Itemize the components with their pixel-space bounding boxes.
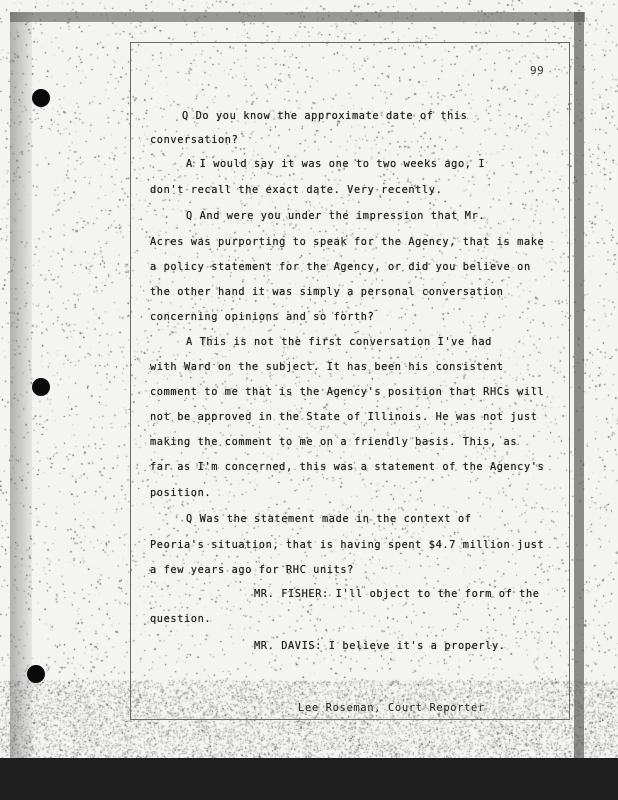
transcript-line: Q Do you know the approximate date of this bbox=[182, 110, 468, 122]
transcript-line: the other hand it was simply a personal conversation bbox=[150, 286, 504, 298]
transcript-line: MR. FISHER: I'll object to the form of the bbox=[254, 588, 540, 600]
transcript-line: comment to me that is the Agency's position that RHCs will bbox=[150, 386, 545, 398]
transcript-line: Peoria's situation, that is having spent $4.7 million just bbox=[150, 539, 545, 551]
transcript-line: don't recall the exact date. Very recently. bbox=[150, 184, 443, 196]
transcript-line: with Ward on the subject. It has been his consistent bbox=[150, 361, 504, 373]
court-reporter-footer: Lee Roseman, Court Reporter bbox=[298, 702, 485, 714]
transcript-line: Acres was purporting to speak for the Agency, that is make bbox=[150, 236, 545, 248]
transcript-line: making the comment to me on a friendly basis. This, as bbox=[150, 436, 518, 448]
page-number: 99 bbox=[530, 64, 545, 77]
transcript-line: a policy statement for the Agency, or did you believe on bbox=[150, 261, 531, 273]
transcript-line: Q And were you under the impression that Mr. bbox=[186, 210, 486, 222]
transcript-line: far as I'm concerned, this was a statement of the Agency's bbox=[150, 461, 545, 473]
transcript-line: a few years ago for RHC units? bbox=[150, 564, 354, 576]
transcript-line: conversation? bbox=[150, 134, 239, 146]
scan-right-shadow bbox=[574, 12, 584, 772]
scan-top-shadow bbox=[10, 12, 585, 22]
transcript-line: Q Was the statement made in the context of bbox=[186, 513, 472, 525]
transcript-line: concerning opinions and so forth? bbox=[150, 311, 375, 323]
transcript-line: not be approved in the State of Illinois. He was not just bbox=[150, 411, 538, 423]
transcript-line: position. bbox=[150, 487, 212, 499]
binder-hole-icon bbox=[32, 378, 50, 396]
transcript-line: MR. DAVIS: I believe it's a properly. bbox=[254, 640, 506, 652]
transcript-line: question. bbox=[150, 613, 212, 625]
scan-left-shadow bbox=[10, 12, 32, 772]
transcript-line: A This is not the first conversation I've had bbox=[186, 336, 492, 348]
binder-hole-icon bbox=[32, 89, 50, 107]
binder-hole-icon bbox=[27, 665, 45, 683]
transcript-line: A I would say it was one to two weeks ago, I bbox=[186, 158, 486, 170]
scan-bottom-band bbox=[0, 758, 618, 800]
